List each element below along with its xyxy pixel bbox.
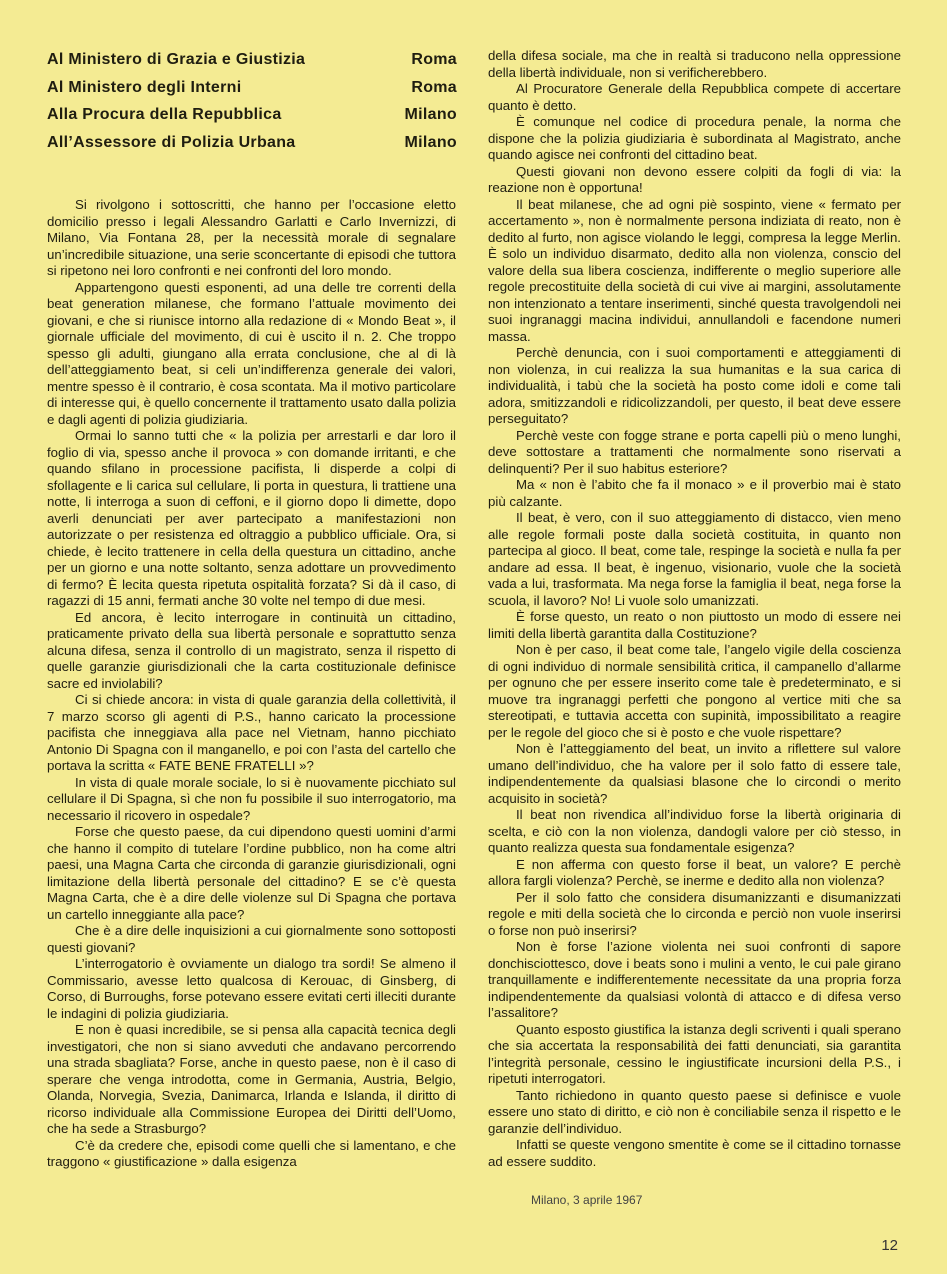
paragraph: Non è l’atteggiamento del beat, un invito a riflettere sul valore umano dell’individuo, che ha valore per il solo fatto di essere tale, indipendentemente da qualsiasi blasone che lo circondi o merito acquisito in società? [488,741,901,806]
paragraph: Quanto esposto giustifica la istanza degli scriventi i quali sperano che sia accertata la responsabilità dei fatti denunciati, sia garantita l’integrità personale, cessino le ingiustificate incursioni della P.S., i ripetuti interrogatori. [488,1021,901,1086]
paragraph: Si rivolgono i sottoscritti, che hanno per l’occasione eletto domicilio presso i legali Alessandro Garlatti e Carlo Invernizzi, di Milano, Via Fontana 28, per la necessità morale di segnalare un’incredibile situazione, una serie sconcertante di episodi che tuttora si ripetono nei loro confronti e nei confronti del loro mondo. [47,197,456,278]
addressee [47,105,457,133]
paragraph: Per il solo fatto che considera disumanizzanti e disumanizzati regole e miti della società che lo circonda e perciò non vuole inserirsi o forse non può inserirsi? [488,889,901,938]
paragraph: C’è da credere che, episodi come quelli che si lamentano, e che traggono « giustificazione » dalla esigenza [47,1137,456,1169]
paragraph: Questi giovani non devono essere colpiti da fogli di via: la reazione non è opportuna! [488,163,901,195]
paragraph: Al Procuratore Generale della Repubblica compete di accertare quanto è detto. [488,81,901,113]
paragraph: In vista di quale morale sociale, lo si è nuovamente picchiato sul cellulare il Di Spagna, sì che non fu possibile il suo interrogatorio, ma necessario il ricovero in ospedale? [47,774,456,823]
paragraph: Appartengono questi esponenti, ad una delle tre correnti della beat generation milanese, che formano l’attuale movimento dei giovani, e che si riunisce intorno alla redazione di « Mondo Beat », il giornale ufficiale del movimento, di cui è uscito il n. 2. Che troppo spesso gli adulti, giungano alla errata conclusione, che al di là dell’atteggiamento beat, si celi un’indifferenza generale dei valori, mentre spesso è il contrario, è cosa scontata. Ma il motivo particolare di interesse qui, è quello concernente il trattamento usato dalla polizia e dagli agenti di polizia giudiziaria. [47,279,456,427]
paragraph: Il beat, è vero, con il suo atteggiamento di distacco, vien meno alle regole formali poste dalla società costituita, in quanto non partecipa al gioco. Il beat, come tale, respinge la società e nulla fa per andare ad essa. Il beat, è ingenuo, visionario, vuole che la società vada a lui, trasformata. Ma nega forse la famiglia il beat, nega forse la scuola, il lavoro? No! Li vuole solo umanizzati. [488,510,901,608]
addressee [47,78,457,106]
paragraph: Che è a dire delle inquisizioni a cui giornalmente sono sottoposti questi giovani? [47,923,456,955]
addressee-list [47,50,457,160]
paragraph: Tanto richiedono in quanto questo paese si definisce e vuole essere uno stato di diritto, e ciò non è conciliabile senza il rispetto e le garanzie dell’individuo. [488,1087,901,1136]
paragraph: Ormai lo sanno tutti che « la polizia per arrestarli e dar loro il foglio di via, spesso anche il provoca » con domande irritanti, e che quando sfilano in processione pacifista, li disperde a colpi di sfollagente e li carica sul cellulare, li porta in questura, li trattiene una notte, li interroga a suon di ceffoni, e il giorno dopo li dimette, dopo averli denunciati per aver partecipato a manifestazioni non autorizzate o per resistenza ed oltraggio a pubblico ufficiale. Ora, si chiede, è lecito trattenere in cella della questura un cittadino, anche per un giorno e una notte soltanto, senza adottare un provvedimento di fermo? È lecita questa ripetuta ospitalità forzata? Si dà il caso, di ragazzi di 15 anni, fermati anche 30 volte nel tempo di due mesi. [47,428,456,608]
addressee-city: Milano [404,106,457,123]
addressee-name: Al Ministero degli Interni [47,78,242,96]
paragraph: È forse questo, un reato o non piuttosto un modo di essere nei limiti della libertà garantita dalla Costituzione? [488,609,901,641]
date-signature: Milano, 3 aprile 1967 [531,1193,643,1207]
addressee-city: Roma [411,51,457,68]
paragraph: E non afferma con questo forse il beat, un valore? E perchè allora fargli violenza? Perchè, se inerme e dedito alla non violenza? [488,856,901,888]
addressee [47,50,457,78]
paragraph: Non è forse l’azione violenta nei suoi confronti di sapore donchisciottesco, dove i beats sono i mulini a vento, le cui pale girano tranquillamente e indifferentemente necessitate da una propria forza indipendentemente da qualsiasi volontà di attacco e di difesa verso l’assalitore? [488,939,901,1020]
left-text-column [47,197,456,1171]
paragraph: della difesa sociale, ma che in realtà si traducono nella oppressione della libertà individuale, non si verificherebbero. [488,48,901,80]
paragraph: Ci si chiede ancora: in vista di quale garanzia della collettività, il 7 marzo scorso gli agenti di P.S., hanno caricato la processione pacifista che inneggiava alla pace nel Vietnam, hanno picchiato Antonio Di Spagna con il manganello, e poi con l’asta del cartello che portava la scritta « FATE BENE FRATELLI »? [47,692,456,773]
paragraph: Ma « non è l’abito che fa il monaco » e il proverbio mai è stato più calzante. [488,477,901,509]
addressee-name: Alla Procura della Repubblica [47,106,282,123]
paragraph: Il beat non rivendica all’individuo forse la libertà originaria di scelta, e ciò con la non violenza, dandogli valore per ciò stesso, in quanto realizza questa sua fondamentale esigenza? [488,807,901,855]
paragraph: Perchè denuncia, con i suoi comportamenti e atteggiamenti di non violenza, in cui realizza la sua humanitas e la sua carica di individualità, i tabù che la società ha posto come idoli e come tali adora, smitizzandoli e ridicolizzandoli, per questo, il beat deve essere perseguitato? [488,345,901,426]
paragraph: Il beat milanese, che ad ogni piè sospinto, viene « fermato per accertamento », non è normalmente persona indiziata di reato, non è dedito al furto, non agisce violando le leggi, compresa la legge Merlin. È solo un individuo disarmato, dedito alla non violenza, conscio del valore della sua libera coscienza, indifferente o meglio superiore alle regole precostituite della società di cui vive ai margini, assolutamente non intenzionato a tentare inserimenti, sinché questa travolgendoli nei suoi ingranaggi macina individui, annullandoli e facendone numeri massa. [488,196,901,344]
paragraph: Non è per caso, il beat come tale, l’angelo vigile della coscienza di ogni individuo di normale sensibilità critica, il campanello d’allarme per ognuno che per essere inserito come tale è predeterminato, e si muove tra ingranaggi perfetti che pongono al vertice miti che sa stereotipati, e tuttavia accetta con supinità, impossibilitato a reagire per le regole del gioco che si è posto e che vuole rispettare? [488,642,901,740]
paragraph: L’interrogatorio è ovviamente un dialogo tra sordi! Se almeno il Commissario, avesse letto qualcosa di Kerouac, di Ginsberg, di Corso, di Burroughs, forse potevano essere evitati certi illeciti durante le indagini di polizia giudiziaria. [47,956,456,1021]
paragraph: E non è quasi incredibile, se si pensa alla capacità tecnica degli investigatori, che non si siano avveduti che andavano percorrendo una strada sbagliata? Forse, anche in questo paese, non è il caso di sperare che venga introdotta, come in Germania, Austria, Belgio, Olanda, Norvegia, Svezia, Danimarca, Irlanda e Islanda, il diritto di ricorso individuale alla Commissione Europea dei Diritti dell’Uomo, che ha sede a Strasburgo? [47,1022,456,1136]
paragraph: Ed ancora, è lecito interrogare in continuità un cittadino, praticamente privato della sua libertà personale e soprattutto senza alcuna difesa, senza il controllo di un magistrato, senza il rispetto di quelle garanzie giurisdizionali che la carta costituzionale definisce sacre ed inviolabili? [47,609,456,691]
addressee [47,133,457,161]
page-number: 12 [881,1237,898,1254]
addressee-name: All’Assessore di Polizia Urbana [47,133,296,151]
paragraph: Forse che questo paese, da cui dipendono questi uomini d’armi che hanno il compito di tutelare l’ordine pubblico, non ha come altri paesi, una Magna Carta che circonda di garanzie giurisdizionali, ogni limitazione della libertà personale del cittadino? E se c’è questa Magna Carta, che è a dire delle violenze sul Di Spagna che portava un cartello inneggiante alla pace? [47,824,456,922]
addressee-city: Roma [411,78,457,96]
addressee-city: Milano [404,133,457,151]
paragraph: Infatti se queste vengono smentite è come se il cittadino tornasse ad essere suddito. [488,1137,901,1169]
addressee-name: Al Ministero di Grazia e Giustizia [47,51,306,68]
paragraph: È comunque nel codice di procedura penale, la norma che dispone che la polizia giudiziaria è subordinata al Magistrato, anche quando agisce nei confronti del cittadino beat. [488,114,901,162]
right-text-column [488,48,901,1209]
paragraph: Perchè veste con fogge strane e porta capelli più o meno lunghi, deve sottostare a trattamenti che normalmente sono riservati a delinquenti? Per il suo habitus esteriore? [488,427,901,476]
